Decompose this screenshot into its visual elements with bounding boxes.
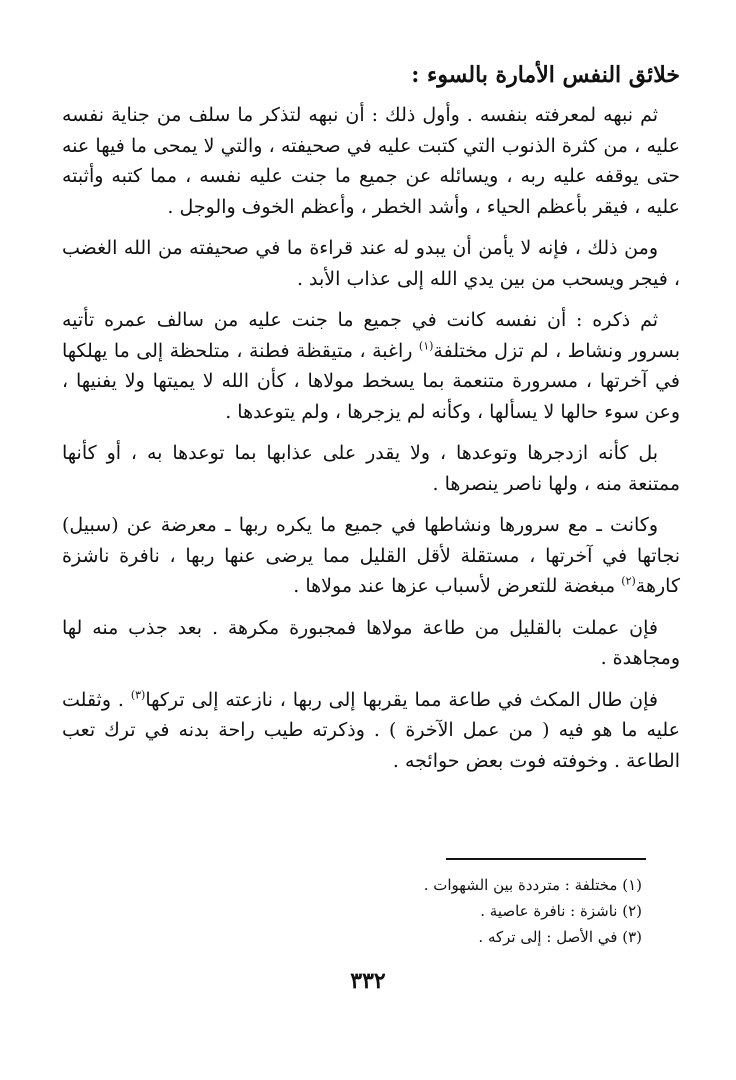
paragraph-7-end: . وثقلت عليه ما هو فيه ( من عمل الآخرة ) . وذكرته طيب راحة بدنه في ترك تعب الطاعة . وخوفته فوت بعض حوائجه . [62,688,680,772]
main-text [62,58,680,787]
paragraph-5-start: وكانت ـ مع سرورها ونشاطها في جميع ما يكره ربها ـ معرضة عن (سبيل) نجاتها في آخرتها ، مستقلة لأقل القليل مما يرضى عنها ربها ، نافرة ناشزة كارهة [62,514,680,597]
paragraph-1: ثم نبهه لمعرفته بنفسه . وأول ذلك : أن نبهه لتذكر ما سلف من جناية نفسه عليه ، من كثرة الذنوب التي كتبت عليه في صحيفته ، والتي لا يمحى ما فيها عنه حتى يوقفه عليه ربه ، ويسائله عن جميع ما جنت عليه نفسه ، مما كتبه وأثبته عليه ، فيقر بأعظم الحياء ، وأشد الخطر ، وأعظم الخوف والوجل . [62,104,680,218]
paragraph-3-end: راغبة ، متيقظة فطنة ، متلحظة إلى ما يهلكها في آخرتها ، مسرورة متنعمة بما يسخط مولاها ، كأن الله لا يميتها ولا يفنيها ، وعن سوء حالها لا يسألها ، وكأنه لم يزجرها ، ولم يتوعدها . [62,339,680,423]
footnote-ref-1: (١) [418,339,434,353]
page-number: ٣٣٢ [350,968,386,994]
paragraph-7-start: فإن طال المكث في طاعة مما يقربها إلى ربها ، نازعته إلى تركها [145,688,658,711]
footnote-3: (٣) في الأصل : إلى تركه . [478,928,642,946]
paragraph-3-start: ثم ذكره : أن نفسه كانت في جميع ما جنت عليه من سالف عمره تأتيه بسرور ونشاط ، لم تزل مختلفة [62,309,680,362]
paragraph-5 [62,510,680,602]
footnote-ref-2: (٢) [621,574,636,588]
footnote-divider [446,858,646,860]
paragraph-4: بل كأنه ازدجرها وتوعدها ، ولا يقدر على عذابها بما توعدها به ، أو كأنها ممتنعة منه ، ولها ناصر ينصرها . [62,442,680,495]
footnotes [62,872,642,950]
paragraph-3 [62,305,680,427]
footnote-2: (٢) ناشزة : نافرة عاصية . [480,902,642,920]
section-heading: خلائق النفس الأمارة بالسوء : [411,62,680,88]
footnote-ref-3: (٣) [130,688,146,702]
paragraph-7 [62,685,680,777]
paragraph-5-end: مبغضة للتعرض لأسباب عزها عند مولاها . [293,575,622,597]
paragraph-6: فإن عملت بالقليل من طاعة مولاها فمجبورة مكرهة . بعد جذب منه لها ومجاهدة . [62,616,680,669]
footnote-1: (١) مختلفة : مترددة بين الشهوات . [423,876,642,894]
paragraph-2: ومن ذلك ، فإنه لا يأمن أن يبدو له عند قراءة ما في صحيفته من الله الغضب ، فيجر ويسحب من بين يدي الله إلى عذاب الأبد . [62,237,680,290]
